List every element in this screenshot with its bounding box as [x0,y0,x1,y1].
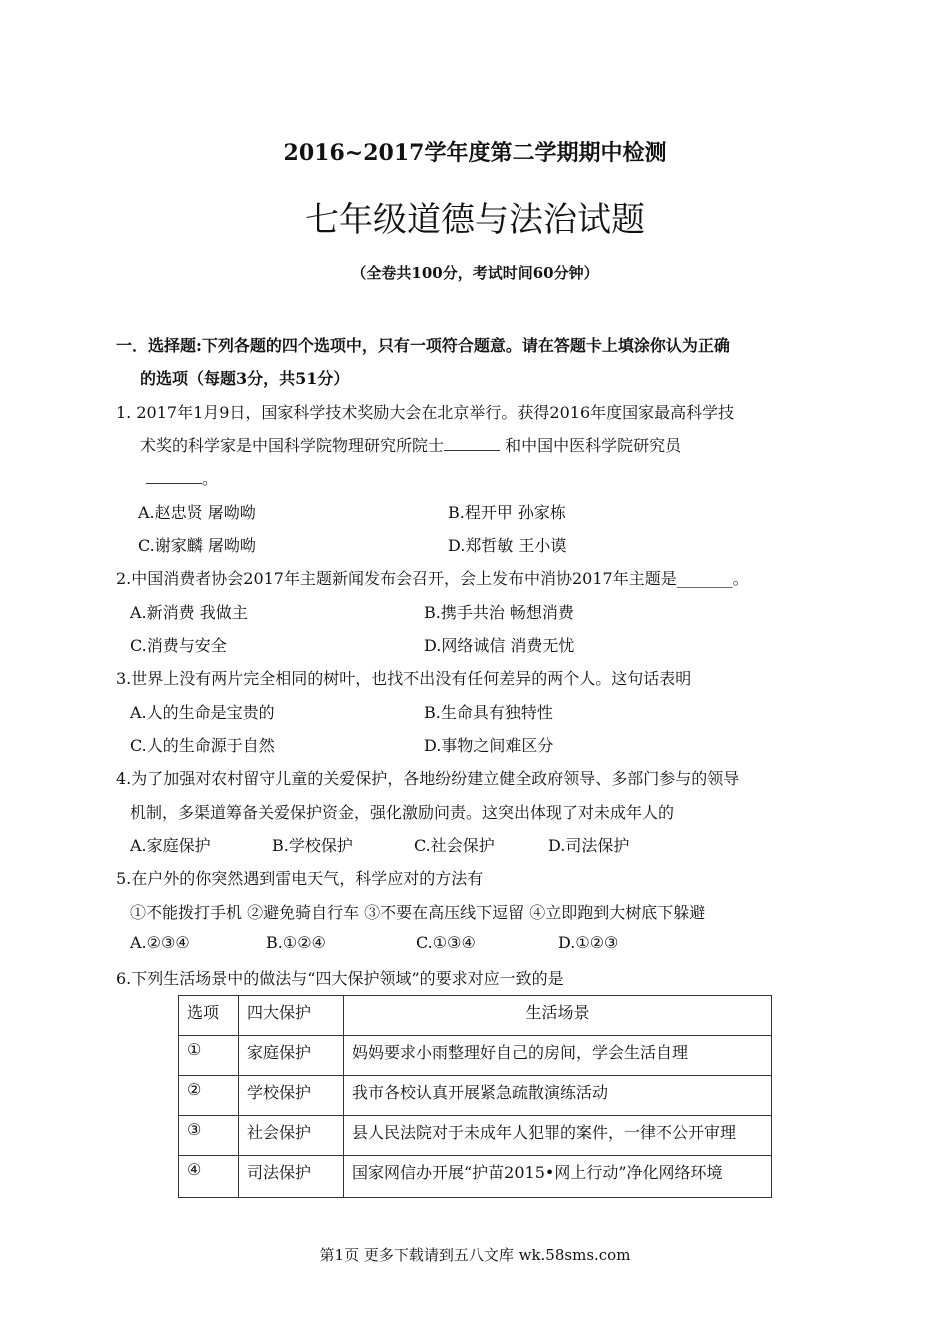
q4-option-a: A.家庭保护 [130,836,211,855]
table-header-cell: 四大保护 [239,996,344,1036]
page-footer: 第1页 更多下载请到五八文库 wk.58sms.com [319,1246,631,1264]
exam-note: （全卷共100分，考试时间60分钟） [351,264,599,282]
q1-option-d: D.郑哲敏 王小谟 [448,536,567,555]
table-cell: 学校保护 [239,1076,344,1116]
exam-subject-title: 七年级道德与法治试题 [305,200,645,240]
table-row [179,1116,772,1156]
table-cell: 我市各校认真开展紧急疏散演练活动 [344,1076,772,1116]
q4-line1: 4.为了加强对农村留守儿童的关爱保护，各地纷纷建立健全政府领导、多部门参与的领导 [116,769,740,788]
q1-blank-2 [146,469,202,484]
q3-option-a: A.人的生命是宝贵的 [130,703,275,722]
table-row [179,1076,772,1116]
table-cell: 家庭保护 [239,1036,344,1076]
q2-option-a: A.新消费 我做主 [130,603,248,622]
q1-option-c: C.谢家麟 屠呦呦 [138,536,256,555]
q5-option-a: A.②③④ [130,933,190,952]
q1-line2a: 术奖的科学家是中国科学院物理研究所院士 [140,436,445,455]
table-header-row [179,996,772,1036]
q6-scenario-table [178,995,772,1198]
table-cell: ④ [179,1156,239,1198]
q1-line3-end: 。 [202,469,219,488]
q3-option-c: C.人的生命源于自然 [130,736,275,755]
table-header-cell: 选项 [179,996,239,1036]
q6-stem: 6.下列生活场景中的做法与“四大保护领域”的要求对应一致的是 [116,969,564,988]
exam-term-title: 2016~2017学年度第二学期期中检测 [283,140,667,166]
q2-option-d: D.网络诚信 消费无忧 [424,636,575,655]
q3-option-b: B.生命具有独特性 [424,703,553,722]
q4-option-b: B.学校保护 [272,836,353,855]
table-row [179,1156,772,1198]
section-heading-line1: 一．选择题:下列各题的四个选项中，只有一项符合题意。请在答题卡上填涂你认为正确 [116,336,730,355]
table-cell: ③ [179,1116,239,1156]
q4-option-d: D.司法保护 [548,836,630,855]
q1-line3 [146,466,218,489]
q3-option-d: D.事物之间难区分 [424,736,554,755]
q5-option-b: B.①②④ [266,933,326,952]
table-cell: ① [179,1036,239,1076]
table-cell: 国家网信办开展“护苗2015•网上行动”净化网络环境 [344,1156,772,1198]
q1-line2b: 和中国中医科学院研究员 [505,436,682,455]
q1-blank-1 [444,436,500,451]
table-cell: 司法保护 [239,1156,344,1198]
q1-line1: 1. 2017年1月9日，国家科学技术奖励大会在北京举行。获得2016年度国家最高科学技 [116,403,735,422]
table-header-cell: 生活场景 [344,996,772,1036]
table-cell: ② [179,1076,239,1116]
q1-option-b: B.程开甲 孙家栋 [448,503,566,522]
q2-stem: 2.中国消费者协会2017年主题新闻发布会召开，会上发布中消协2017年主题是_______。 [116,569,749,588]
q4-line2: 机制，多渠道筹备关爱保护资金，强化激励问责。这突出体现了对未成年人的 [130,803,675,822]
table-cell: 县人民法院对于未成年人犯罪的案件，一律不公开审理 [344,1116,772,1156]
q5-stem: 5.在户外的你突然遇到雷电天气，科学应对的方法有 [116,869,484,888]
table-cell: 社会保护 [239,1116,344,1156]
q1-line2 [140,433,681,456]
q2-option-c: C.消费与安全 [130,636,227,655]
q5-option-d: D.①②③ [558,933,619,952]
section-heading-line2: 的选项（每题3分，共51分） [140,369,350,388]
q4-option-c: C.社会保护 [414,836,495,855]
q5-option-c: C.①③④ [416,933,476,952]
q5-items: ①不能拨打手机 ②避免骑自行车 ③不要在高压线下逗留 ④立即跑到大树底下躲避 [130,903,706,922]
q1-option-a: A.赵忠贤 屠呦呦 [138,503,256,522]
table-cell: 妈妈要求小雨整理好自己的房间，学会生活自理 [344,1036,772,1076]
table-row [179,1036,772,1076]
q2-option-b: B.携手共治 畅想消费 [424,603,574,622]
q3-stem: 3.世界上没有两片完全相同的树叶，也找不出没有任何差异的两个人。这句话表明 [116,669,692,688]
